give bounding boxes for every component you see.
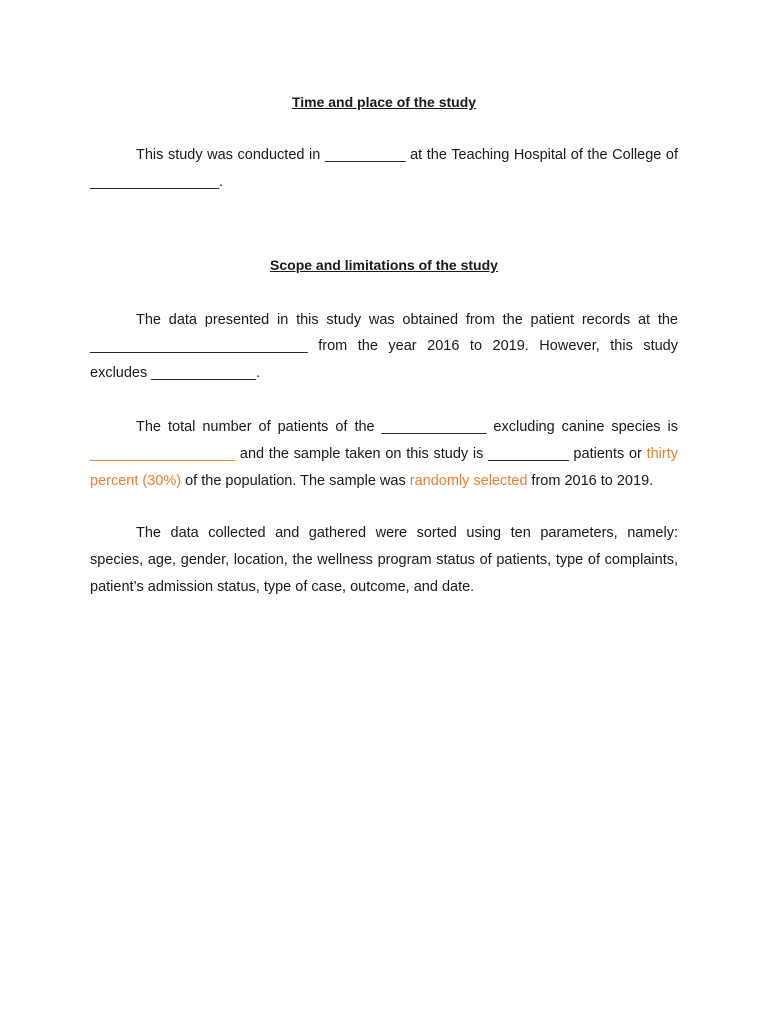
paragraph-text: from 2016 to 2019.	[527, 472, 654, 489]
highlighted-sampling-method: randomly selected	[409, 472, 528, 489]
paragraph-patient-totals	[90, 414, 678, 494]
highlighted-percentage: thirty percent (30%)	[90, 445, 678, 489]
paragraph-text: The data presented in this study was obtained from the patient records at the ___________________________ from the year 2016 to 2019. However, this study excludes _____________.	[90, 311, 678, 382]
paragraph-parameters	[90, 520, 678, 600]
section-heading-scope-limitations: Scope and limitations of the study	[270, 256, 498, 273]
section-heading-time-place: Time and place of the study	[291, 94, 477, 110]
paragraph-data-source	[90, 307, 678, 387]
highlighted-blank: __________________	[90, 445, 236, 462]
paragraph-text: This study was conducted in __________ at the Teaching Hospital of the College of ________________.	[90, 147, 678, 190]
paragraph-text: The total number of patients of the _____________ excluding canine species is	[136, 418, 678, 435]
paragraph-text: and the sample taken on this study is __________ patients or	[235, 445, 647, 462]
paragraph-text: The data collected and gathered were sorted using ten parameters, namely: species, age, gender, location, the wellness program status of patients, type of complaints, patient’s admission status, type of case, outcome, and date.	[90, 525, 678, 595]
paragraph-study-conducted	[90, 142, 678, 196]
document-body	[90, 92, 678, 601]
paragraph-text: of the population. The sample was	[181, 472, 410, 489]
